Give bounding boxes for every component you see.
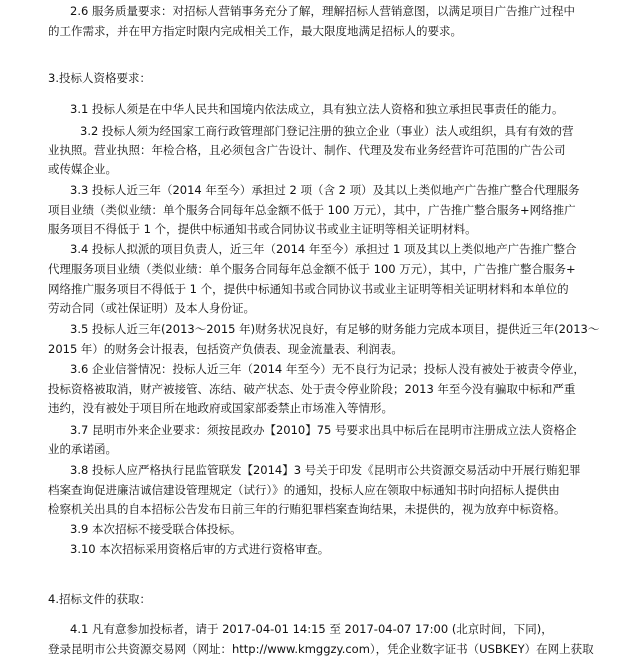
text-line: 3.2 投标人须为经国家工商行政管理部门登记注册的独立企业（事业）法人或组织，具有有效的营 bbox=[80, 124, 574, 138]
text-line: 检察机关出具的自本招标公告发布日前三年的行贿犯罪档案查询结果，未提供的，视为放弃中标资格。 bbox=[48, 502, 566, 516]
text-line: 代理服务项目业绩（类似业绩：单个服务合同每年总金额不低于 100 万元），其中，广告推广整合服务+ bbox=[48, 262, 576, 276]
text-line: 3.10 本次招标采用资格后审的方式进行资格审查。 bbox=[70, 542, 330, 556]
text-line: 的工作需求，并在甲方指定时限内完成相关工作，最大限度地满足招标人的要求。 bbox=[48, 24, 462, 38]
text-line: 3.7 昆明市外来企业要求：须按昆政办【2010】75 号要求出具中标后在昆明市注册成立法人资格企 bbox=[70, 423, 577, 437]
text-line: 业执照。营业执照：年检合格，且必须包含广告设计、制作、代理及发布业务经营许可范围的广告公司 bbox=[48, 143, 566, 157]
text-line: 4.1 凡有意参加投标者，请于 2017-04-01 14:15 至 2017-04-07 17:00 (北京时间，下同)， bbox=[70, 622, 553, 636]
text-line: 2015 年）的财务会计报表，包括资产负债表、现金流量表、利润表。 bbox=[48, 342, 403, 356]
section-heading-text: 4.招标文件的获取： bbox=[48, 592, 151, 606]
text-line: 违约，没有被处于项目所在地政府或国家部委禁止市场准入等情形。 bbox=[48, 401, 393, 415]
text-line: 3.5 投标人近三年(2013～2015 年)财务状况良好，有足够的财务能力完成本项目，提供近三年(2013～ bbox=[70, 322, 600, 336]
section-heading-text: 3.投标人资格要求： bbox=[48, 71, 151, 85]
text-line: 3.1 投标人须是在中华人民共和国境内依法成立，具有独立法人资格和独立承担民事责任的能力。 bbox=[70, 102, 564, 116]
text-line: 3.6 企业信誉情况：投标人近三年（2014 年至今）无不良行为记录；投标人没有被处于被责令停业， bbox=[70, 362, 585, 376]
text-line: 3.9 本次招标不接受联合体投标。 bbox=[70, 522, 242, 536]
text-line: 服务项目不得低于 1 个，提供中标通知书或合同协议书或业主证明等相关证明材料。 bbox=[48, 222, 477, 236]
text-line: 项目业绩（类似业绩：单个服务合同每年总金额不低于 100 万元），其中，广告推广整合服务+网络推广 bbox=[48, 203, 576, 217]
text-line: 劳动合同（或社保证明）及本人身份证。 bbox=[48, 301, 255, 315]
text-line: 或传媒企业。 bbox=[48, 162, 117, 176]
text-line: 3.3 投标人近三年（2014 年至今）承担过 2 项（含 2 项）及其以上类似地产广告推广整合代理服务 bbox=[70, 183, 580, 197]
text-line: 3.8 投标人应严格执行昆监管联发【2014】3 号关于印发《昆明市公共资源交易活动中开展行贿犯罪 bbox=[70, 463, 581, 477]
text-line: 登录昆明市公共资源交易网（网址：http://www.kmggzy.com），凭企业数字证书（USBKEY）在网上获取 bbox=[48, 642, 594, 656]
text-line: 网络推广服务项目不得低于 1 个，提供中标通知书或合同协议书或业主证明等相关证明材料和本单位的 bbox=[48, 282, 569, 296]
text-line: 档案查询促进廉洁诚信建设管理规定（试行）》的通知，投标人应在领取中标通知书时向招标人提供由 bbox=[48, 483, 560, 497]
text-line: 3.4 投标人拟派的项目负责人，近三年（2014 年至今）承担过 1 项及其以上类似地产广告推广整合 bbox=[70, 242, 577, 256]
text-line: 业的承诺函。 bbox=[48, 442, 117, 456]
text-line: 2.6 服务质量要求：对招标人营销事务充分了解，理解招标人营销意图，以满足项目广告推广过程中 bbox=[70, 4, 575, 18]
text-line: 投标资格被取消，财产被接管、冻结、破产状态、处于责令停业阶段；2013 年至今没有骗取中标和严重 bbox=[48, 382, 576, 396]
